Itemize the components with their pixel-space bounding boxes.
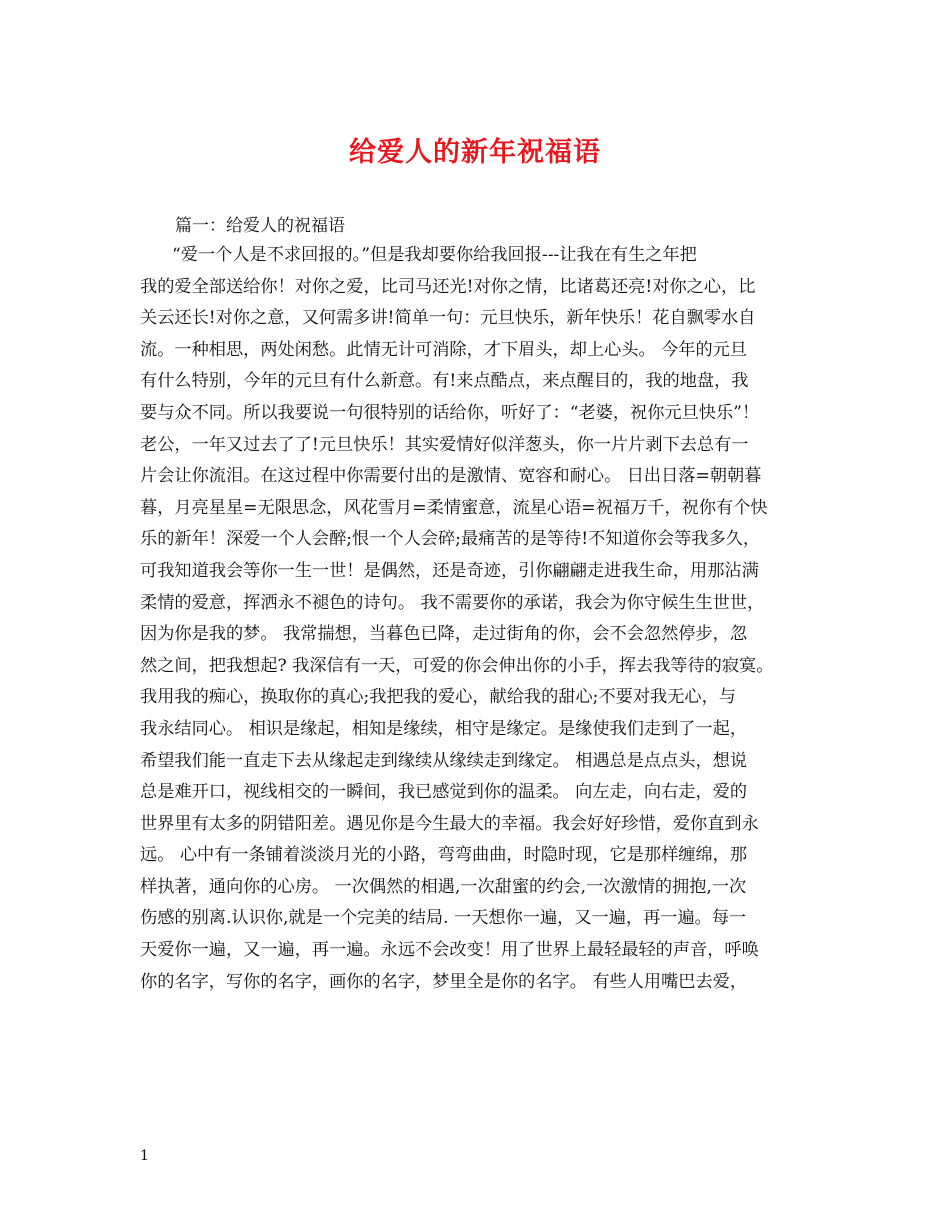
text-line: 你的名字，写你的名字，画你的名字，梦里全是你的名字。 有些人用嘴巴去爱， [140,971,748,992]
text-line: 关云还长!对你之意，又何需多讲!简单一句：元旦快乐，新年快乐！花自飘零水自 [140,308,756,329]
text-line: 片会让你流泪。在这过程中你需要付出的是激情、宽容和耐心。 日出日落=朝朝暮 [140,466,762,487]
text-line: 希望我们能一直走下去从缘起走到缘续从缘续走到缘定。 相遇总是点点头，想说 [140,750,748,771]
text-line: 天爱你一遍，又一遍，再一遍。永远不会改变！用了世界上最轻最轻的声音，呼唤 [140,940,759,961]
page-number: 1 [140,1148,149,1164]
text-line: 老公，一年又过去了了!元旦快乐！其实爱情好似洋葱头，你一片片剥下去总有一 [140,434,749,455]
text-line: 样执著，通向你的心房。 一次偶然的相遇,一次甜蜜的约会,一次激情的拥抱,一次 [140,876,747,897]
text-line: 远。 心中有一条铺着淡淡月光的小路，弯弯曲曲，时隐时现，它是那样缠绵，那 [140,845,748,866]
text-line: 伤感的别离.认识你,就是一个完美的结局. 一天想你一遍，又一遍，再一遍。每一 [140,908,747,929]
text-line: 我的爱全部送给你！对你之爱，比司马还光!对你之情，比诸葛还亮!对你之心，比 [140,276,756,297]
text-line: 然之间，把我想起? 我深信有一天，可爱的你会伸出你的小手，挥去我等待的寂寞。 [140,655,774,676]
text-line: 柔情的爱意，挥洒永不褪色的诗句。 我不需要你的承诺，我会为你守候生生世世， [140,592,765,613]
section-heading: 篇一：给爱人的祝福语 [175,216,345,236]
text-line: 流。一种相思，两处闲愁。此情无计可消除，才下眉头，却上心头。 今年的元旦 [140,339,748,360]
text-line: 要与众不同。所以我要说一句很特别的话给你，听好了：“老婆，祝你元旦快乐”！ [140,402,760,423]
page-title: 给爱人的新年祝福语 [349,137,601,168]
text-line: 因为你是我的梦。 我常揣想，当暮色已降，走过街角的你，会不会忽然停步，忽 [140,624,748,645]
text-line: 我用我的痴心，换取你的真心;我把我的爱心，献给我的甜心;不要对我无心，与 [140,687,736,708]
text-line: 暮，月亮星星=无限思念，风花雪月=柔情蜜意，流星心语=祝福万千，祝你有个快 [140,497,768,518]
text-line: 我永结同心。 相识是缘起，相知是缘续，相守是缘定。是缘使我们走到了一起， [140,718,748,739]
text-line: 乐的新年！深爱一个人会醉;恨一个人会碎;最痛苦的是等待!不知道你会等我多久， [140,529,761,550]
text-line: 世界里有太多的阴错阳差。遇见你是今生最大的幸福。我会好好珍惜，爱你直到永 [140,813,759,834]
text-line: 总是难开口，视线相交的一瞬间，我已感觉到你的温柔。 向左走，向右走，爱的 [140,782,748,803]
text-line: “爱一个人是不求回报的。”但是我却要你给我回报---让我在有生之年把 [172,245,697,265]
body-text [140,240,820,998]
text-line: 有什么特别，今年的元旦有什么新意。有!来点酷点，来点醒目的，我的地盘，我 [140,371,749,392]
text-line: 可我知道我会等你一生一世！是偶然，还是奇迹，引你翩翩走进我生命，用那沾满 [140,560,759,581]
